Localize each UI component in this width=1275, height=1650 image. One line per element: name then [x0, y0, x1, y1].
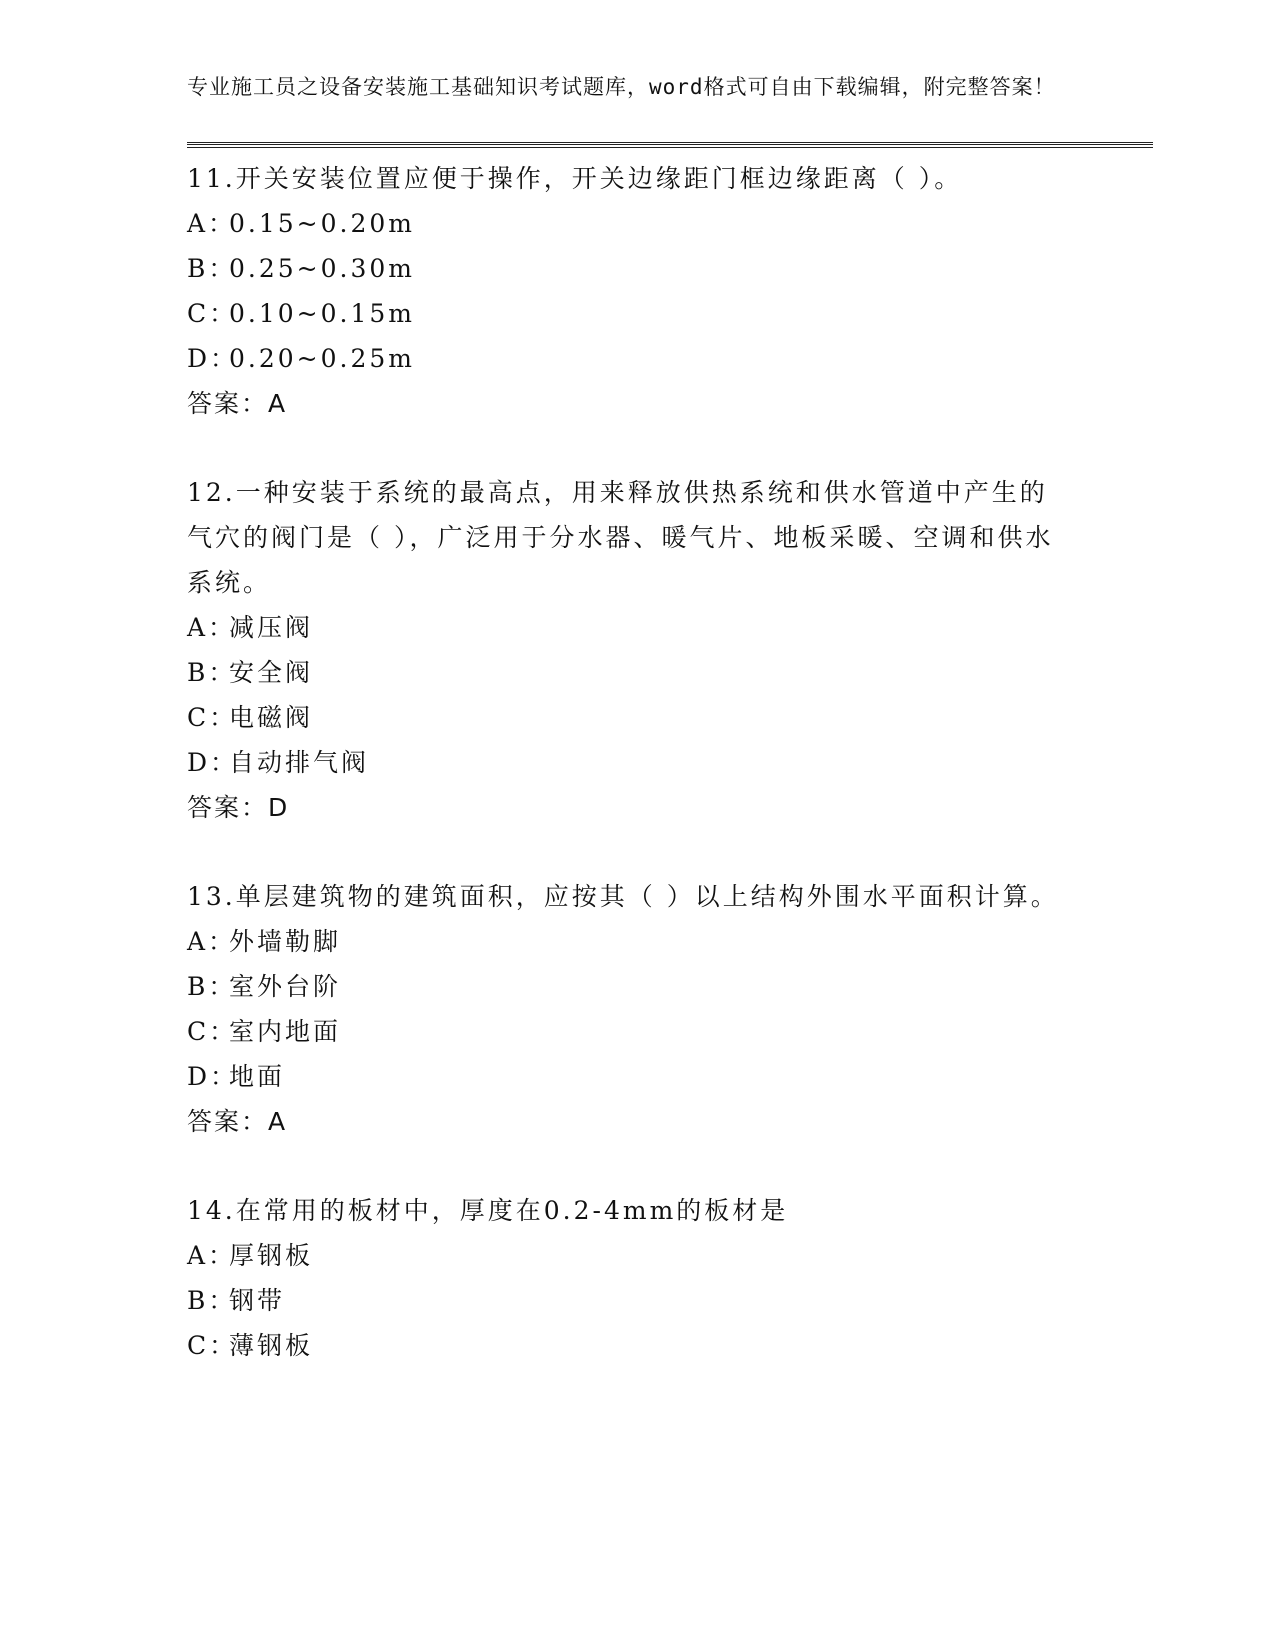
option-text: 减压阀 — [229, 613, 314, 642]
option-text: 外墙勒脚 — [229, 927, 342, 956]
option-c — [187, 1009, 1147, 1054]
header-divider — [187, 142, 1153, 148]
document-page — [187, 70, 1147, 1412]
question-14 — [187, 1188, 1147, 1368]
question-11 — [187, 156, 1147, 426]
option-label: D： — [187, 1062, 239, 1091]
question-list — [187, 156, 1147, 1368]
option-text: 0.20~0.25m — [229, 344, 415, 373]
option-text: 薄钢板 — [229, 1331, 314, 1360]
question-12 — [187, 470, 1147, 830]
option-text: 厚钢板 — [229, 1241, 314, 1270]
option-label: C： — [187, 703, 238, 732]
option-b — [187, 1278, 1147, 1323]
option-label: D： — [187, 748, 239, 777]
option-label: C： — [187, 299, 238, 328]
option-label: A： — [187, 927, 237, 956]
option-label: A： — [187, 1241, 237, 1270]
option-c — [187, 1323, 1147, 1368]
question-stem: 13.单层建筑物的建筑面积，应按其（ ）以上结构外围水平面积计算。 — [187, 882, 1059, 911]
document-header: 专业施工员之设备安装施工基础知识考试题库，word格式可自由下载编辑，附完整答案！ — [187, 75, 1056, 99]
option-text: 自动排气阀 — [229, 748, 370, 777]
answer-line: 答案：A — [187, 389, 288, 418]
option-text: 0.15~0.20m — [229, 209, 415, 238]
option-c — [187, 695, 1147, 740]
option-c — [187, 291, 1147, 336]
option-label: B： — [187, 972, 237, 1001]
option-text: 室内地面 — [229, 1017, 342, 1046]
option-label: C： — [187, 1017, 238, 1046]
option-label: C： — [187, 1331, 238, 1360]
answer-line: 答案：D — [187, 793, 290, 822]
option-label: B： — [187, 254, 237, 283]
option-b — [187, 650, 1147, 695]
option-text: 0.10~0.15m — [229, 299, 415, 328]
option-text: 室外台阶 — [229, 972, 342, 1001]
answer-line: 答案：A — [187, 1107, 288, 1136]
option-text: 地面 — [229, 1062, 286, 1091]
question-13 — [187, 874, 1147, 1144]
option-a — [187, 605, 1147, 650]
option-text: 钢带 — [229, 1286, 286, 1315]
option-label: A： — [187, 613, 237, 642]
option-b — [187, 246, 1147, 291]
option-a — [187, 201, 1147, 246]
option-d — [187, 1054, 1147, 1099]
option-text: 安全阀 — [229, 658, 314, 687]
option-d — [187, 336, 1147, 381]
option-text: 0.25~0.30m — [229, 254, 415, 283]
option-label: B： — [187, 658, 237, 687]
question-stem: 11.开关安装位置应便于操作，开关边缘距门框边缘距离（ ）。 — [187, 164, 963, 193]
option-d — [187, 740, 1147, 785]
question-stem: 14.在常用的板材中，厚度在0.2-4mm的板材是 — [187, 1196, 789, 1225]
option-a — [187, 919, 1147, 964]
option-text: 电磁阀 — [229, 703, 314, 732]
option-a — [187, 1233, 1147, 1278]
option-label: A： — [187, 209, 237, 238]
option-b — [187, 964, 1147, 1009]
option-label: D： — [187, 344, 239, 373]
option-label: B： — [187, 1286, 237, 1315]
question-stem: 12.一种安装于系统的最高点，用来释放供热系统和供水管道中产生的气穴的阀门是（ ），广泛用于分水器、暖气片、地板采暖、空调和供水系统。 — [187, 478, 1054, 597]
